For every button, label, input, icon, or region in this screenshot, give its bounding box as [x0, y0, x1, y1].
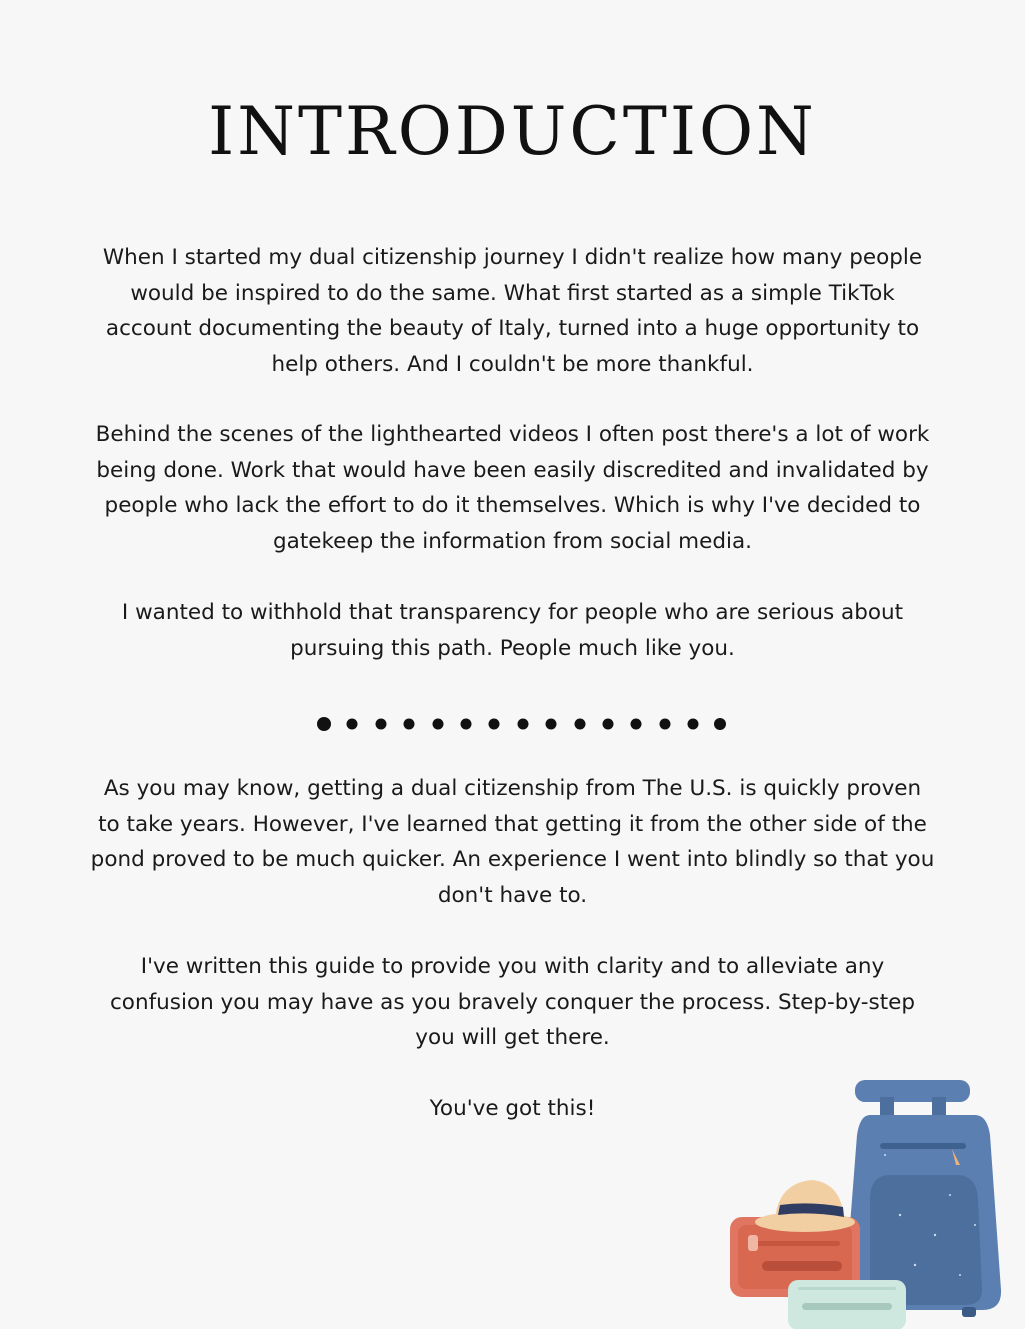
page-title: INTRODUCTION — [208, 93, 817, 170]
dotted-divider-icon — [0, 713, 1025, 735]
paragraph-2: Behind the scenes of the lighthearted videos I often post there's a lot of work being done. Work that would have been easily discredited and invalidated by people who lack the effort to do it themselves. Which is why I've decided to gatekeep the information from social media. — [95, 422, 930, 554]
paragraph-4: As you may know, getting a dual citizenship from The U.S. is quickly proven to take years. However, I've learned that getting it from the other side of the pond proved to be much quicker. An experience I went into blindly so that you don't have to. — [90, 776, 935, 908]
paragraph-5: I've written this guide to provide you with clarity and to alleviate any confusion you may have as you bravely conquer the process. Step-by-step you will get there. — [109, 954, 916, 1050]
luggage-illustration-icon — [720, 1075, 1025, 1329]
closing-line: You've got this! — [429, 1096, 596, 1121]
paragraph-3: I wanted to withhold that transparency for people who are serious about pursuing this path. People much like you. — [121, 600, 904, 661]
paragraph-1: When I started my dual citizenship journey I didn't realize how many people would be inspired to do the same. What first started as a simple TikTok account documenting the beauty of Italy, turned into a huge opportunity to help others. And I couldn't be more thankful. — [102, 245, 923, 377]
